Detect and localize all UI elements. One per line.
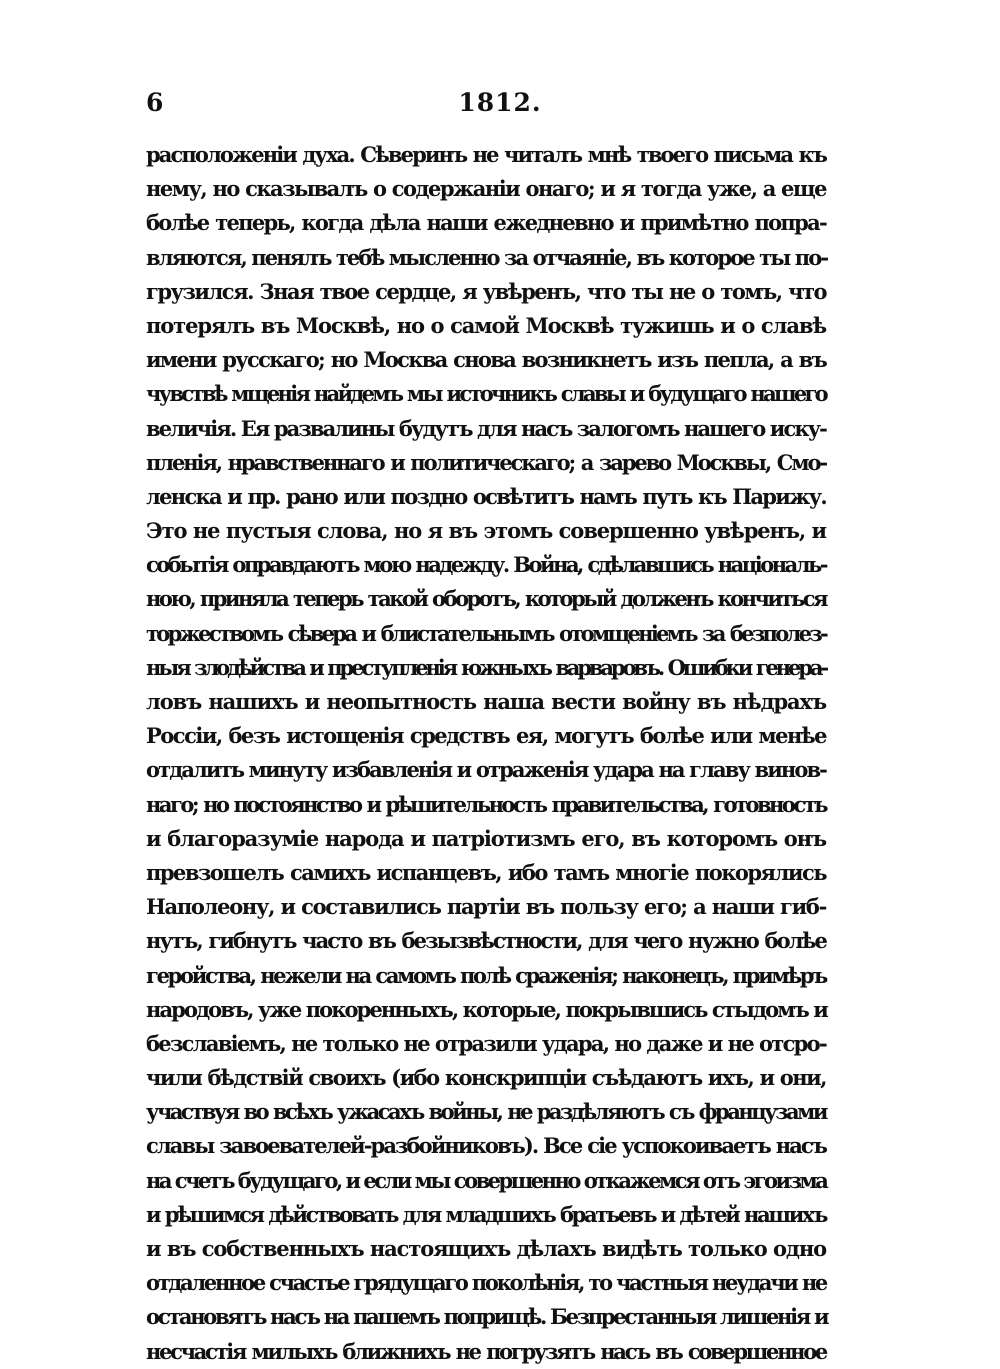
text-line: ною, приняла теперь такой оборотъ, который долженъ кончиться — [146, 586, 826, 612]
text-line: славы завоевателей-разбойниковъ). Все сіе успокоиваетъ насъ — [146, 1133, 826, 1159]
text-line: величія. Ея развалины будутъ для насъ залогомъ нашего иску- — [146, 415, 826, 441]
text-line: Наполеону, и составились партіи въ пользу его; а наши гиб- — [146, 894, 826, 920]
text-line: безславіемъ, не только не отразили удара, но даже и не отсро- — [146, 1030, 826, 1056]
text-line: и благоразуміе народа и патріотизмъ его, въ которомъ онъ — [146, 825, 826, 851]
text-line: пленія, нравственнаго и политическаго; а зарево Москвы, Смо- — [146, 449, 826, 475]
text-line: чили бѣдствій своихъ (ибо конскрипціи съѣдаютъ ихъ, и они, — [146, 1065, 826, 1091]
text-line: торжествомъ сѣвера и блистательнымъ отомщеніемъ за безполез- — [146, 620, 826, 646]
text-line: и въ собственныхъ настоящихъ дѣлахъ видѣть только одно — [146, 1236, 826, 1261]
text-line: остановятъ насъ на пашемъ поприщѣ. Безпрестанныя лишенія и — [146, 1304, 828, 1330]
text-line: ловъ нашихъ и неопытность наша вести войну въ нѣдрахъ — [146, 689, 826, 714]
text-line: отдаленное счастье грядущаго поколѣнія, то частныя неудачи не — [146, 1270, 826, 1296]
page-number: 6 — [146, 88, 164, 117]
text-line: Россіи, безъ истощенія средствъ ея, могутъ болѣе или менѣе — [146, 723, 826, 749]
text-line: превзошелъ самихъ испанцевъ, ибо тамъ многіе покорялись — [146, 859, 826, 885]
page-title: 1812. — [458, 88, 542, 117]
text-line: нему, но сказывалъ о содержаніи онаго; и я тогда уже, а еще — [146, 176, 826, 202]
text-line: Это не пустыя слова, но я въ этомъ совершенно увѣренъ, и — [146, 518, 826, 544]
text-line: чувствѣ мщенія найдемъ мы источникъ славы и будущаго нашего — [146, 381, 826, 407]
text-line: несчастія милыхъ ближнихъ не погрузятъ насъ въ совершенное — [146, 1338, 826, 1364]
text-line: расположеніи духа. Сѣверинъ не читалъ мнѣ твоего письма къ — [146, 142, 826, 167]
text-line: событія оправдаютъ мою надежду. Война, сдѣлавшись національ- — [146, 552, 826, 578]
text-line: болѣе теперь, когда дѣла наши ежедневно и примѣтно попра- — [146, 210, 826, 236]
text-line: геройства, нежели на самомъ полѣ сраженія; наконецъ, примѣръ — [146, 962, 826, 988]
text-line: наго; но постоянство и рѣшительность правительства, готовность — [146, 791, 826, 817]
text-line: ленска и пр. рано или поздно освѣтитъ намъ путь къ Парижу. — [146, 483, 826, 509]
text-line: народовъ, уже покоренныхъ, которые, покрывшись стыдомъ и — [146, 996, 827, 1022]
text-line: вляются, пенялъ тебѣ мысленно за отчаяніе, въ которое ты по- — [146, 244, 828, 270]
text-line: участвуя во всѣхъ ужасахъ войны, не раздѣляютъ съ французами — [146, 1099, 826, 1125]
text-line: и рѣшимся дѣйствовать для младшихъ братьевъ и дѣтей нашихъ — [146, 1201, 826, 1227]
text-line: нутъ, гибнутъ часто въ безызвѣстности, для чего нужно болѣе — [146, 928, 826, 954]
text-line: потерялъ въ Москвѣ, но о самой Москвѣ тужишь и о славѣ — [146, 312, 826, 338]
body-text — [146, 138, 826, 1369]
text-line: на счетъ будущаго, и если мы совершенно откажемся отъ эгоизма — [146, 1167, 827, 1193]
text-line: грузился. Зная твое сердце, я увѣренъ, что ты не о томъ, что — [146, 278, 826, 304]
text-line: имени русскаго; но Москва снова возникнетъ изъ пепла, а въ — [146, 347, 826, 373]
text-line: отдалить минуту избавленія и отраженія удара на главу винов- — [146, 757, 826, 783]
text-line: ныя злодѣйства и преступленія южныхъ варваровъ. Ошибки генера- — [146, 654, 826, 680]
